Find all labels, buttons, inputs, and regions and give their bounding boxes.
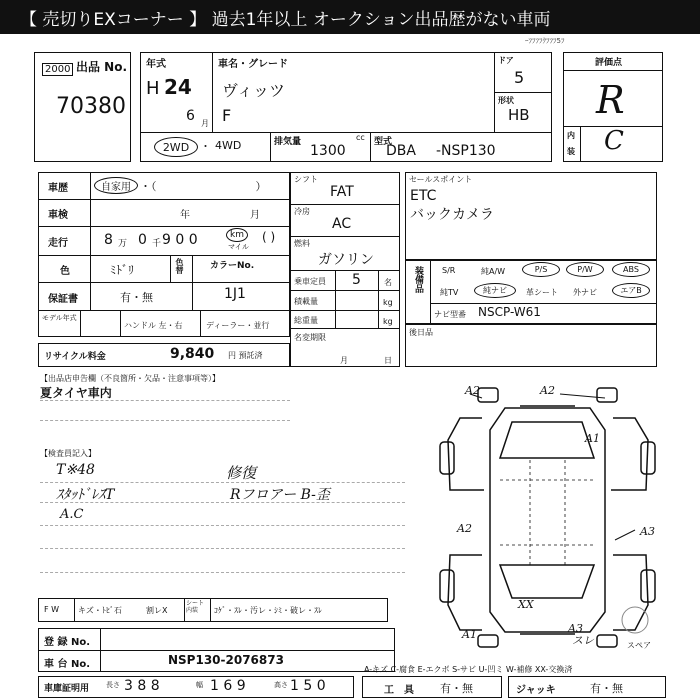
fuel-label: 燃料 xyxy=(294,239,310,248)
recycle-amount: 9,840 xyxy=(170,346,215,362)
eq-ps: P/S xyxy=(522,262,560,277)
sales-line2: バックカメラ xyxy=(410,207,494,223)
eq-tv: 純TV xyxy=(440,288,459,297)
score-label: 評価点 xyxy=(595,58,623,68)
capacity-value: 5 xyxy=(352,272,361,288)
doors: 5 xyxy=(514,68,525,87)
color-change-label: 色替 xyxy=(175,258,184,274)
ac-value: AC xyxy=(332,216,352,232)
mark-a3-right: A3 xyxy=(640,525,655,538)
inspector-label: 【検査員記入】 xyxy=(40,449,96,458)
door-label: ドア xyxy=(498,56,514,65)
inspection-year: 年 xyxy=(180,210,190,221)
color-no-label: カラーNo. xyxy=(210,261,255,271)
eq-airbag: エアB xyxy=(612,283,650,298)
insp-left-2: ｽﾀｯﾄﾞﾚｽT xyxy=(56,487,115,503)
mileage-900: 9 0 0 xyxy=(162,232,198,248)
fw-seat-items: ｺｹﾞ・ｽﾚ・汚レ・ｼﾐ・破レ・ｽﾚ xyxy=(214,606,322,615)
model-year-label: モデル年式 xyxy=(42,314,77,322)
fw-seat-label: シート内装 xyxy=(186,600,205,614)
equipment-label: 装備品 xyxy=(413,266,423,293)
tools-label: 工 具 xyxy=(384,685,414,696)
recycle-unit: 円 預託済 xyxy=(228,351,263,360)
jack-label: ジャッキ xyxy=(516,685,556,696)
mark-a2-top-right: A2 xyxy=(540,384,555,397)
fw-items2: 割レX xyxy=(146,606,168,615)
interior-score: C xyxy=(604,126,624,156)
history-rest: ・（ ） xyxy=(140,180,267,193)
serial-fragment: ｰﾌﾌﾌﾌｸﾌﾌﾌ5ﾌ xyxy=(525,37,565,45)
mark-a2-top-left: A2 xyxy=(465,384,480,397)
chassis-value: NSP130-2076873 xyxy=(168,653,284,667)
year: 24 xyxy=(164,75,192,99)
recycle-label: リサイクル料金 xyxy=(44,352,106,362)
mark-a2-left-side: A2 xyxy=(457,522,472,535)
lot-prefix: 2000 xyxy=(42,63,73,76)
drive-sep: ・ xyxy=(200,140,211,153)
mileage-man: 万 xyxy=(118,239,128,249)
eq-navi: 純ナビ xyxy=(474,283,516,298)
sales-line1: ETC xyxy=(410,188,437,204)
color-no: 1J1 xyxy=(224,286,246,302)
displacement: 1300 xyxy=(310,143,346,159)
warranty-label: 保証書 xyxy=(48,294,78,305)
mileage-paren: ( ) xyxy=(262,230,276,244)
type-code: -NSP130 xyxy=(436,143,496,159)
mileage-label: 走行 xyxy=(48,238,68,249)
gross-unit: kg xyxy=(383,317,393,326)
registration-label: 名変期限 xyxy=(294,333,326,342)
color-value: ﾐﾄﾞﾘ xyxy=(110,263,135,277)
width-value: 1 6 9 xyxy=(210,678,246,694)
jack-value: 有・無 xyxy=(590,682,623,695)
notes-text: 夏タイヤ車内 xyxy=(40,386,112,400)
tools-value: 有・無 xyxy=(440,682,473,695)
capacity-label: 乗車定員 xyxy=(294,277,326,286)
insp-right-2: Rフロアー B-歪 xyxy=(230,487,330,503)
cc-unit: cc xyxy=(356,133,365,142)
registration-day: 日 xyxy=(384,356,392,365)
insp-left-3: A.C xyxy=(60,507,84,522)
eq-aw: 純A/W xyxy=(481,267,506,276)
load-label: 積載量 xyxy=(294,297,318,306)
month-unit: 月 xyxy=(201,119,209,128)
eq-ext-navi: 外ナビ xyxy=(573,288,597,297)
nav-label: ナビ型番 xyxy=(434,310,466,319)
dim-label: 車庫証明用 xyxy=(44,684,90,694)
year-label: 年式 xyxy=(146,59,166,70)
eq-sr: S/R xyxy=(442,266,456,275)
mark-scratch: スレ xyxy=(572,634,594,647)
warranty-value: 有・無 xyxy=(120,291,153,304)
inspection-month: 月 xyxy=(250,210,260,221)
sales-label: セールスポイント xyxy=(409,175,473,184)
insp-left-1: T※48 xyxy=(56,462,95,478)
notes-label: 【出品店申告欄（不良箇所・欠品・注意事項等）】 xyxy=(40,374,220,383)
drive-4wd: 4WD xyxy=(215,139,242,152)
length-value: 3 8 8 xyxy=(124,678,160,694)
later-box xyxy=(405,324,657,367)
eq-leather: 革シート xyxy=(526,288,558,297)
lot-number: 70380 xyxy=(56,94,126,119)
interior-label-1: 内 xyxy=(567,131,575,140)
drive-2wd: 2WD xyxy=(154,137,198,157)
reg-label: 登 録 No. xyxy=(44,637,91,648)
mileage-km: km xyxy=(226,228,248,242)
length-label: 長さ xyxy=(106,681,120,689)
inspection-label: 車検 xyxy=(48,210,68,221)
mileage-sen: 千 xyxy=(152,239,162,249)
capacity-unit: 名 xyxy=(384,278,392,287)
eq-abs: ABS xyxy=(612,262,650,277)
ac-label: 冷房 xyxy=(294,207,310,216)
mileage-0: 0 xyxy=(138,232,147,248)
body-label: 形状 xyxy=(498,96,514,105)
history-value: 自家用 xyxy=(94,177,138,194)
displacement-label: 排気量 xyxy=(274,137,302,147)
history-label: 車歴 xyxy=(48,183,68,194)
registration-month: 月 xyxy=(340,356,348,365)
mark-a3-rear-right: A3 xyxy=(568,622,583,635)
fuel-value: ガソリン xyxy=(318,252,374,268)
shift-value: FAT xyxy=(330,184,354,200)
type-prefix: DBA xyxy=(386,143,416,159)
model-name: ヴィッツ xyxy=(222,81,286,100)
handle-label: ハンドル 左・右 xyxy=(124,321,183,330)
month: 6 xyxy=(186,108,195,124)
nav-model: NSCP-W61 xyxy=(478,305,541,319)
grade: F xyxy=(222,106,232,125)
later-label: 後日品 xyxy=(409,328,433,337)
color-label: 色 xyxy=(60,266,70,277)
mark-a1-rear-left: A1 xyxy=(462,628,477,641)
mark-a1-right-front: A1 xyxy=(585,432,600,445)
fw-items: キズ・ﾄﾋﾞ石 xyxy=(78,606,122,615)
gross-label: 総重量 xyxy=(294,316,318,325)
interior-label-2: 装 xyxy=(567,147,575,156)
width-label: 幅 xyxy=(196,681,203,689)
era: H xyxy=(146,78,160,99)
load-unit: kg xyxy=(383,298,393,307)
mileage-mile: マイル xyxy=(228,243,249,251)
type-label: 型式 xyxy=(374,137,393,147)
lot-label: 出品 No. xyxy=(76,60,128,74)
chassis-label: 車 台 No. xyxy=(44,659,91,670)
car-damage-diagram xyxy=(420,380,670,650)
height-label: 高さ xyxy=(274,681,288,689)
eq-pw: P/W xyxy=(566,262,604,277)
dealer-label: ディーラー・並行 xyxy=(206,321,270,330)
mark-xx-rear: XX xyxy=(518,598,534,611)
model-label: 車名・グレード xyxy=(218,59,288,70)
damage-legend: A-キズ C-腐食 E-エクボ S-サビ U-凹ミ W-補修 XX-交換済 xyxy=(364,665,573,674)
insp-right-1: 修復 xyxy=(226,464,257,482)
banner-text: 【 売切りEXコーナー 】 過去1年以上 オークション出品歴がない車両 xyxy=(20,10,551,30)
height-value: 1 5 0 xyxy=(290,678,326,694)
spare-label: スペア xyxy=(627,641,651,650)
fw-label: F W xyxy=(44,605,60,614)
score: R xyxy=(596,78,625,122)
body-type: HB xyxy=(508,106,530,124)
shift-label: シフト xyxy=(294,175,318,184)
tools-box xyxy=(362,676,502,698)
mileage-8: 8 xyxy=(104,232,113,248)
